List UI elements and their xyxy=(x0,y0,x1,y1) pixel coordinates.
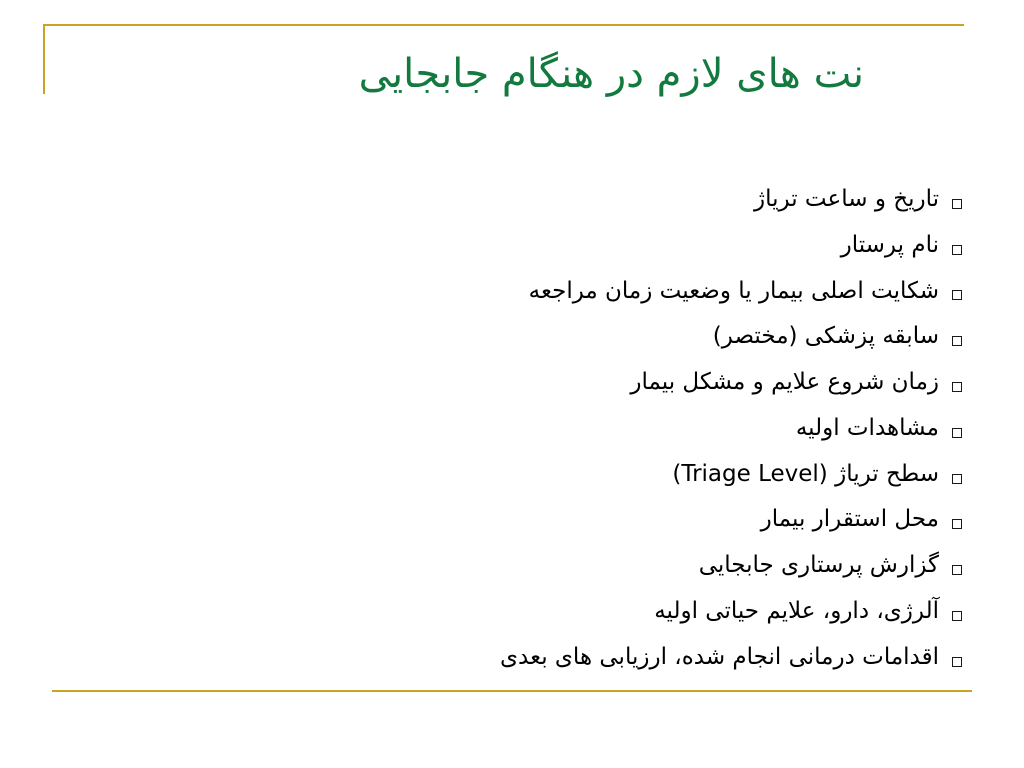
bullet-list xyxy=(242,176,962,680)
list-item-text: زمان شروع علایم و مشکل بیمار xyxy=(630,369,939,396)
hollow-square-icon xyxy=(952,428,962,438)
list-item-text: مشاهدات اولیه xyxy=(795,414,939,441)
top-divider xyxy=(43,24,964,26)
hollow-square-icon xyxy=(952,245,962,255)
list-item xyxy=(242,359,962,405)
hollow-square-icon xyxy=(952,611,962,621)
list-item xyxy=(242,588,962,634)
list-item xyxy=(242,176,962,222)
list-item-text: اقدامات درمانی انجام شده، ارزیابی های بعدی xyxy=(500,643,939,670)
list-item xyxy=(242,634,962,680)
hollow-square-icon xyxy=(952,382,962,392)
hollow-square-icon xyxy=(952,474,962,484)
list-item-text: شکایت اصلی بیمار یا وضعیت زمان مراجعه xyxy=(528,277,939,304)
list-item-text: سابقه پزشکی (مختصر) xyxy=(712,323,939,350)
list-item xyxy=(242,405,962,451)
list-item-text: نام پرستار xyxy=(840,231,939,258)
left-accent-line xyxy=(43,24,45,94)
list-item xyxy=(242,268,962,314)
list-item-text: آلرژی، دارو، علایم حیاتی اولیه xyxy=(654,598,939,625)
list-item xyxy=(242,497,962,543)
hollow-square-icon xyxy=(952,657,962,667)
hollow-square-icon xyxy=(952,565,962,575)
hollow-square-icon xyxy=(952,290,962,300)
list-item-text: تاریخ و ساعت تریاژ xyxy=(754,185,939,212)
hollow-square-icon xyxy=(952,199,962,209)
hollow-square-icon xyxy=(952,336,962,346)
list-item xyxy=(242,313,962,359)
slide-title: نت های لازم در هنگام جابجایی xyxy=(358,51,864,97)
list-item xyxy=(242,542,962,588)
list-item-text: سطح تریاژ (Triage Level) xyxy=(672,460,939,487)
list-item xyxy=(242,451,962,497)
list-item-text: گزارش پرستاری جابجایی xyxy=(698,552,939,579)
bottom-divider xyxy=(52,690,972,692)
list-item-text: محل استقرار بیمار xyxy=(760,506,939,533)
hollow-square-icon xyxy=(952,519,962,529)
list-item xyxy=(242,222,962,268)
